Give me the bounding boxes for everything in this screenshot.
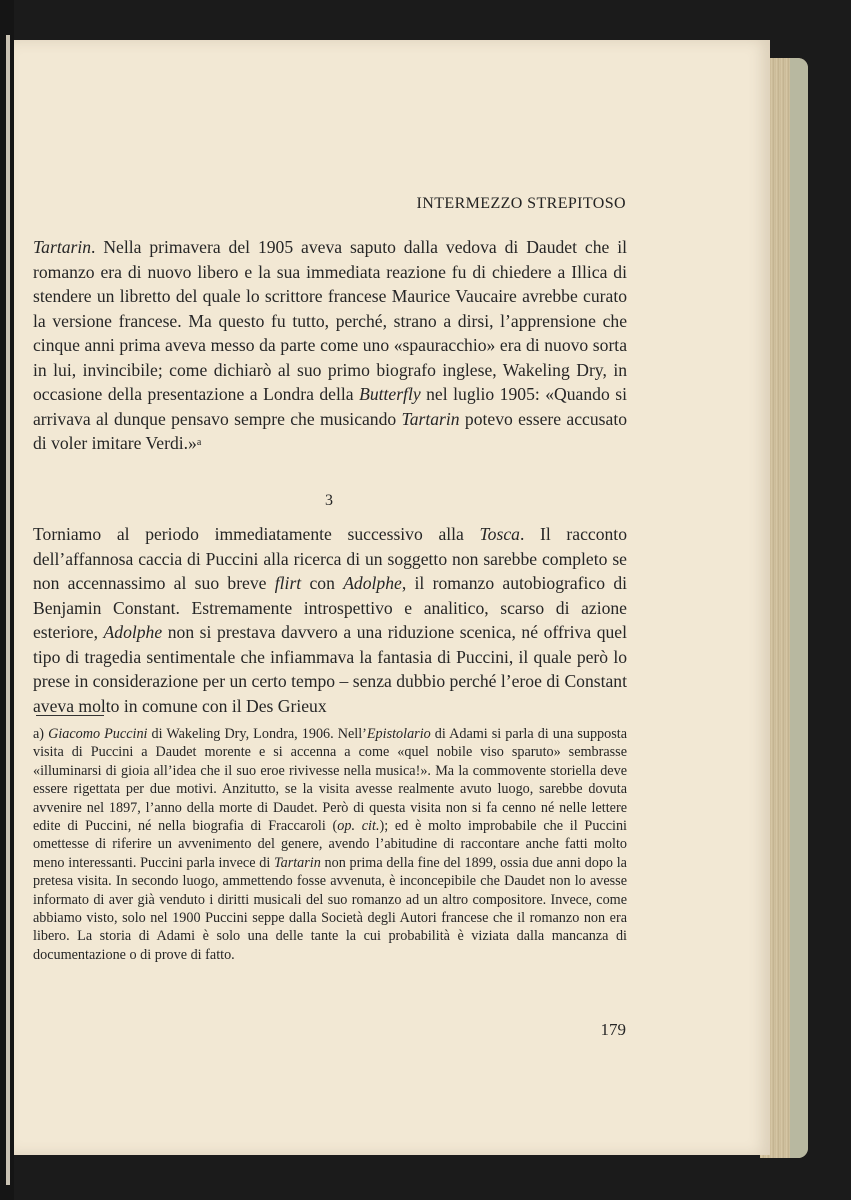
footnote-label: a): [33, 726, 49, 742]
italic-title: Tartarin: [33, 237, 92, 257]
italic-title: Epistolario: [366, 726, 431, 742]
text-run: non prima della fine del 1899, ossia due anni dopo la pretesa visita. In secondo luogo, ammettendo fosse avvenuta, è inconcepibile che Daudet non lo avesse informato di aver già venduto i diritti musicali del suo romanzo ad un altro compositore. Invece, come abbiamo visto, solo nel 1900 Puccini seppe dalla Società degli Autori francese che il romanzo non era libero. La storia di Adami è solo una delle tante la cui probabilità è viziata dalla mancanza di documentazione o di prove di fatto.: [33, 854, 627, 963]
italic-title: Adolphe: [343, 573, 402, 593]
footnote: [33, 725, 627, 964]
running-head: INTERMEZZO STREPITOSO: [416, 195, 626, 212]
italic-word: op. cit.: [337, 818, 380, 835]
footnote-marker: a: [196, 437, 202, 448]
text-run: potevo essere accusato di voler imitare Verdi.»: [33, 408, 628, 453]
text-run: . Nella primavera del 1905 aveva saputo dalla vedova di Daudet che il romanzo era di nuovo libero e la sua immediata reazione fu di chiedere a Illica di stendere un libretto del quale lo scrittore francese Maurice Vaucaire avrebbe curato la versione francese. Ma questo fu tutto, perché, strano a dirsi, l’apprensione che cinque anni prima aveva messo da parte come uno «spauracchio» era di nuovo sorta in lui, invincibile; come dichiarò al suo primo biografo inglese, Wakeling Dry, in occasione della presentazione a Londra della: [33, 237, 627, 404]
text-run: di Wakeling Dry, Londra, 1906. Nell’: [147, 726, 367, 742]
italic-title: Adolphe: [103, 622, 163, 642]
italic-title: Tosca: [479, 524, 520, 544]
body-text-top: [33, 235, 627, 456]
italic-title: Butterfly: [359, 384, 421, 404]
paragraph-1: [33, 235, 627, 456]
italic-title: Giacomo Puccini: [48, 726, 148, 742]
text-run: non si prestava davvero a una riduzione scenica, né offriva quel tipo di tragedia sentimentale che infiammava la fantasia di Puccini, il quale però lo prese in considerazione per un certo tempo – senza dubbio perché l’eroe di Constant aveva molto in comune con il Des Grieux: [33, 622, 627, 716]
text-run: , il romanzo autobiografico di Benjamin Constant. Estremamente introspettivo e analitico, scarso di azione esteriore,: [33, 573, 628, 642]
book-cover-edge: [790, 58, 808, 1158]
italic-word: flirt: [274, 573, 302, 593]
text-run: . Il racconto dell’affannosa caccia di Puccini alla ricerca di un soggetto non sarebbe completo se non accennassimo al suo breve: [33, 524, 627, 593]
italic-title: Tartarin: [274, 854, 321, 871]
footnote-a: [33, 725, 627, 964]
section-number: 3: [325, 492, 333, 509]
page-number: 179: [600, 1020, 626, 1039]
text-run: nel luglio 1905: «Quando si arrivava al dunque pensavo sempre che musicando: [33, 384, 627, 429]
text-run: con: [301, 573, 344, 593]
scan-binding-strip: [6, 35, 10, 1185]
scan-left-edge: [0, 0, 14, 1200]
text-run: di Adami si parla di una supposta visita di Puccini a Daudet morente e si accenna a come «quel nobile viso sparuto» sembrasse «illuminarsi di gioia all’idea che il suo eroe rivivesse nella musica!». Ma la commovente storiella deve essere rigettata per due motivi. Anzitutto, se la visita avesse realmente avuto luogo, sarebbe dovuta avvenire nel 1897, l’anno della morte di Daudet. Però di questa visita non si fa cenno né nelle lettere edite di Puccini, né nella biografia di Fraccaroli (: [33, 726, 627, 835]
footnote-rule: [36, 715, 104, 716]
italic-title: Tartarin: [401, 408, 460, 429]
text-run: ); ed è molto improbabile che il Puccini omettesse di riferire un avvenimento del genere, avendo l’abitudine di raccontare anche fatti molto meno interessanti. Puccini parla invece di: [33, 818, 627, 871]
book-page: [14, 40, 770, 1155]
body-text-section-3: [33, 522, 627, 718]
text-run: Torniamo al periodo immediatamente successivo alla: [33, 524, 480, 544]
paragraph-2: [33, 522, 627, 718]
